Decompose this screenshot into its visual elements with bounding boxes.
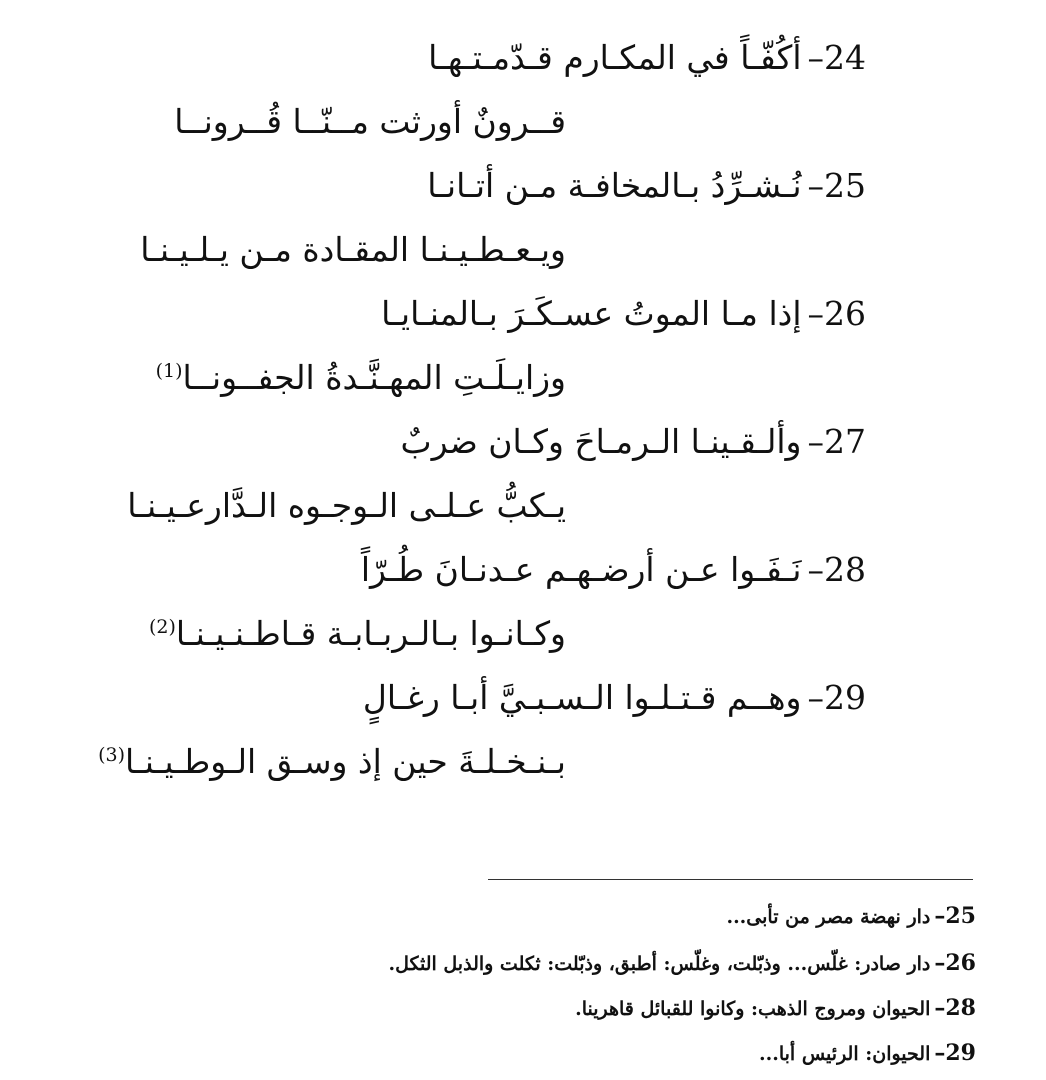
verse-number: 29– (807, 678, 866, 717)
footnote-reference: (2) (148, 616, 176, 638)
verse-27-first-hemistich (401, 422, 867, 462)
footnote-text: الحيوان: الرئيس أبا... (759, 1043, 931, 1065)
footnote-29 (759, 1040, 976, 1067)
verse-text: نُـشـرِّدُ بـالمخافـة مـن أتـانـا (427, 166, 802, 205)
footnote-text: الحيوان ومروج الذهب: وكانوا للقبائل قاهرينا. (575, 998, 931, 1020)
verse-text: أكُفّـاً في المكـارم قـدّمـتـهـا (428, 38, 802, 77)
verse-text: وألـقـينـا الـرمـاحَ وكـان ضربٌ (400, 422, 802, 461)
verse-29-second-hemistich (98, 742, 566, 782)
footnote-28 (575, 995, 976, 1022)
footnote-number: 29– (934, 1040, 976, 1066)
footnote-number: 25– (934, 903, 976, 929)
footnote-reference: (1) (155, 360, 183, 382)
verse-text: وكـانـوا بـالـربـابـة قـاطـنـيـنـا (175, 614, 566, 653)
verse-text: وزايـلَـتِ المهـنَّـدةُ الجفــونــا (182, 358, 566, 397)
verse-25-first-hemistich (427, 166, 866, 206)
verse-24-first-hemistich (428, 38, 866, 78)
verse-26-first-hemistich (381, 294, 866, 334)
verse-text: بـنـخـلـةَ حين إذ وسـق الـوطـيـنـا (125, 742, 566, 781)
verse-24-second-hemistich (174, 102, 566, 142)
verse-28-second-hemistich (149, 614, 566, 654)
verse-number: 24– (807, 38, 866, 77)
verse-text: ويـعـطـيـنـا المقـادة مـن يـلـيـنـا (140, 230, 566, 269)
footnote-number: 28– (934, 995, 976, 1021)
verse-text: قــرونٌ أورثت مــنّــا قُــرونــا (174, 102, 566, 141)
verse-25-second-hemistich (140, 230, 566, 270)
footnote-text: دار نهضة مصر من تأبى... (726, 906, 931, 928)
verse-number: 27– (807, 422, 866, 461)
footnote-25 (726, 903, 976, 930)
footnote-number: 26– (934, 950, 976, 976)
verse-number: 25– (807, 166, 866, 205)
footnote-reference: (3) (98, 744, 125, 766)
verse-number: 28– (807, 550, 866, 589)
verse-number: 26– (807, 294, 866, 333)
verse-27-second-hemistich (127, 486, 566, 526)
footnote-text: دار صادر: غلّس... وذبّلت، وغلّس: أطبق، وذبّلت: ثكلت والذبل الثكل. (388, 953, 931, 975)
verse-text: نَـفَـوا عـن أرضـهـم عـدنـانَ طُـرّاً (360, 550, 802, 589)
verse-text: يـكبُّ عـلـى الـوجـوه الـدَّارعـيـنـا (127, 486, 566, 525)
verse-text: وهــم قـتـلـوا الـسـبـيَّ أبـا رغـالٍ (362, 678, 802, 717)
verse-26-second-hemistich (156, 358, 566, 398)
footnote-separator (488, 879, 973, 880)
footnote-26 (389, 950, 977, 977)
verse-29-first-hemistich (363, 678, 866, 718)
verse-28-first-hemistich (361, 550, 866, 590)
verse-text: إذا مـا الموتُ عسـكَـرَ بـالمنـايـا (381, 294, 802, 333)
